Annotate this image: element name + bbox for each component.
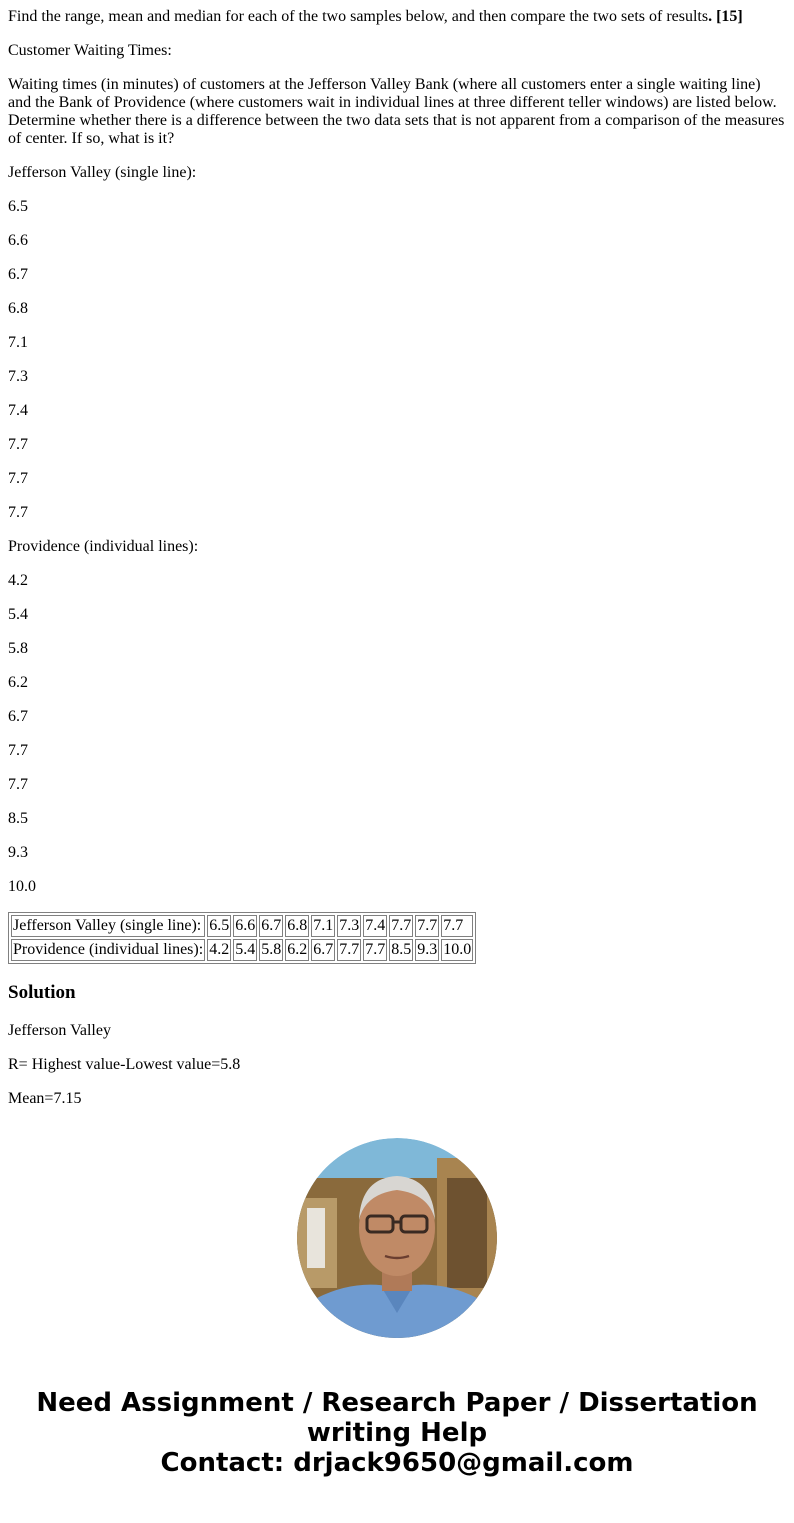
footer-banner <box>0 1388 794 1478</box>
table-cell: 7.4 <box>363 915 387 937</box>
list-item: 6.8 <box>8 300 28 317</box>
table-cell: 6.7 <box>311 939 335 961</box>
list-item: 7.1 <box>8 334 28 351</box>
table-cell: 8.5 <box>389 939 413 961</box>
table-cell: 7.3 <box>337 915 361 937</box>
list-item: 6.6 <box>8 232 28 249</box>
table-cell: 6.5 <box>207 915 231 937</box>
table-row <box>11 915 473 937</box>
list-item: 7.4 <box>8 402 28 419</box>
list-item: 7.7 <box>8 436 28 453</box>
table-cell: 5.8 <box>259 939 283 961</box>
waiting-times-table <box>8 912 476 964</box>
jefferson-label: Jefferson Valley (single line): <box>8 164 197 181</box>
list-item: 5.8 <box>8 640 28 657</box>
solution-mean: Mean=7.15 <box>8 1090 82 1107</box>
table-cell: 7.1 <box>311 915 335 937</box>
table-cell: 7.7 <box>337 939 361 961</box>
footer-line-2: writing Help <box>306 1418 488 1448</box>
table-cell: 6.2 <box>285 939 309 961</box>
providence-values-list <box>8 572 786 896</box>
avatar-container <box>0 1138 794 1338</box>
question-heading: Customer Waiting Times: <box>8 42 172 59</box>
jefferson-values-list <box>8 198 786 522</box>
list-item: 8.5 <box>8 810 28 827</box>
table-cell: 7.7 <box>389 915 413 937</box>
footer-line-1: Need Assignment / Research Paper / Dissertation <box>36 1388 758 1418</box>
list-item: 4.2 <box>8 572 28 589</box>
question-intro-text: Find the range, mean and median for each of the two samples below, and then compare the two sets of results <box>8 8 709 25</box>
person-photo-icon <box>297 1138 497 1338</box>
table-cell: 6.7 <box>259 915 283 937</box>
list-item: 5.4 <box>8 606 28 623</box>
list-item: 7.7 <box>8 504 28 521</box>
list-item: 10.0 <box>8 878 36 895</box>
list-item: 7.3 <box>8 368 28 385</box>
table-cell: 9.3 <box>415 939 439 961</box>
list-item: 9.3 <box>8 844 28 861</box>
table-row <box>11 939 473 961</box>
solution-bank: Jefferson Valley <box>8 1022 111 1039</box>
table-cell: 10.0 <box>441 939 473 961</box>
providence-label: Providence (individual lines): <box>8 538 199 555</box>
table-cell: 4.2 <box>207 939 231 961</box>
list-item: 6.7 <box>8 266 28 283</box>
table-cell: 6.8 <box>285 915 309 937</box>
list-item: 7.7 <box>8 776 28 793</box>
list-item: 6.5 <box>8 198 28 215</box>
table-cell: 7.7 <box>415 915 439 937</box>
table-cell: 6.6 <box>233 915 257 937</box>
question-body: Waiting times (in minutes) of customers at the Jefferson Valley Bank (where all customers enter a single waiting line) and the Bank of Providence (where customers wait in individual lines at three different teller windows) are listed below. Determine whether there is a difference between the two data sets that is not apparent from a comparison of the measures of center. If so, what is it? <box>8 76 785 147</box>
question-intro <box>8 8 786 26</box>
solution-range: R= Highest value-Lowest value=5.8 <box>8 1056 241 1073</box>
table-row-label: Jefferson Valley (single line): <box>11 915 205 937</box>
table-cell: 7.7 <box>441 915 473 937</box>
table-row-label: Providence (individual lines): <box>11 939 205 961</box>
question-points: . [15] <box>708 8 743 25</box>
list-item: 6.7 <box>8 708 28 725</box>
footer-contact: Contact: drjack9650@gmail.com <box>160 1448 634 1478</box>
list-item: 6.2 <box>8 674 28 691</box>
solution-heading: Solution <box>8 982 76 1003</box>
table-cell: 5.4 <box>233 939 257 961</box>
list-item: 7.7 <box>8 742 28 759</box>
list-item: 7.7 <box>8 470 28 487</box>
table-cell: 7.7 <box>363 939 387 961</box>
